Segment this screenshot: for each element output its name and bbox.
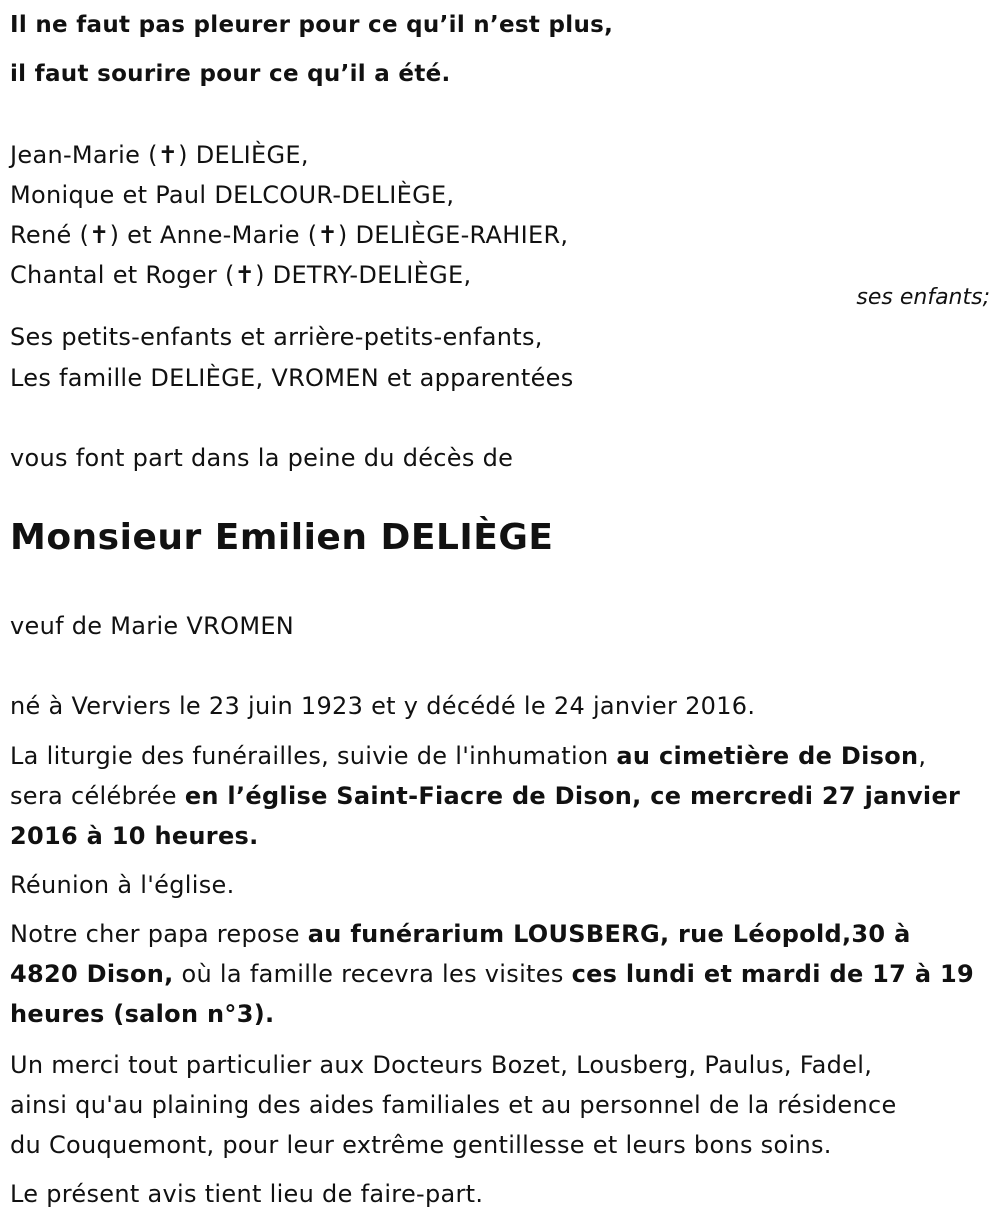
thanks-line-3: du Couquemont, pour leur extrême gentillesse et leurs bons soins. (10, 1131, 832, 1159)
liturgy-line-2 (10, 781, 960, 811)
family-line-1: Ses petits-enfants et arrière-petits-enfants, (10, 323, 543, 351)
cross-icon: ✝ (89, 221, 110, 249)
cemetery: au cimetière de Dison (616, 742, 919, 770)
reunion: Réunion à l'église. (10, 871, 235, 899)
funeral-home-line-2 (10, 959, 974, 989)
epigraph-line-1: Il ne faut pas pleurer pour ce qu’il n’est plus, (10, 12, 614, 38)
deceased-name: Monsieur Emilien DELIÈGE (10, 517, 554, 558)
thanks-line-1: Un merci tout particulier aux Docteurs Bozet, Lousberg, Paulus, Fadel, (10, 1051, 873, 1079)
funeral-home-text: Notre cher papa repose (10, 920, 308, 948)
birth-death: né à Verviers le 23 juin 1923 et y décédé le 24 janvier 2016. (10, 692, 756, 720)
funeral-home-line-3: heures (salon n°3). (10, 1000, 275, 1028)
child-4-part2: ) DETRY-DELIÈGE, (255, 261, 472, 289)
church-details: en l’église Saint-Fiacre de Dison, ce mercredi 27 janvier (184, 782, 961, 810)
liturgy-line-1 (10, 741, 926, 771)
funeral-home-address: au funérarium LOUSBERG, rue Léopold,30 à (307, 920, 911, 948)
liturgy-text: La liturgie des funérailles, suivie de l'inhumation (10, 742, 617, 770)
liturgy-line-3: 2016 à 10 heures. (10, 822, 259, 850)
liturgy-comma: , (918, 742, 927, 770)
child-1-part2: ) DELIÈGE, (178, 141, 309, 169)
liturgy-text: sera célébrée (10, 782, 185, 810)
child-line-1 (10, 140, 309, 170)
child-3-part1: René ( (10, 221, 90, 249)
child-3-part3: ) DELIÈGE-RAHIER, (337, 221, 569, 249)
closing: Le présent avis tient lieu de faire-part. (10, 1180, 484, 1208)
cross-icon: ✝ (234, 261, 256, 289)
children-caption: ses enfants; (856, 285, 990, 310)
cross-icon: ✝ (317, 221, 338, 249)
child-line-4 (10, 260, 471, 290)
funeral-home-line-1 (10, 919, 911, 949)
announcement: vous font part dans la peine du décès de (10, 444, 514, 472)
funeral-home-text: où la famille recevra les visites (173, 960, 572, 988)
child-4-part1: Chantal et Roger ( (10, 261, 235, 289)
child-line-3 (10, 220, 568, 250)
visiting-hours: ces lundi et mardi de 17 à 19 (571, 960, 974, 988)
cross-icon: ✝ (157, 141, 179, 169)
widower-of: veuf de Marie VROMEN (10, 612, 295, 640)
child-3-part2: ) et Anne-Marie ( (109, 221, 318, 249)
funeral-home-city: 4820 Dison, (10, 960, 174, 988)
family-line-2: Les famille DELIÈGE, VROMEN et apparentées (10, 364, 574, 392)
child-line-2: Monique et Paul DELCOUR-DELIÈGE, (10, 181, 455, 209)
thanks-line-2: ainsi qu'au plaining des aides familiales et au personnel de la résidence (10, 1091, 897, 1119)
child-1-part1: Jean-Marie ( (10, 141, 158, 169)
epigraph-line-2: il faut sourire pour ce qu’il a été. (10, 61, 451, 87)
